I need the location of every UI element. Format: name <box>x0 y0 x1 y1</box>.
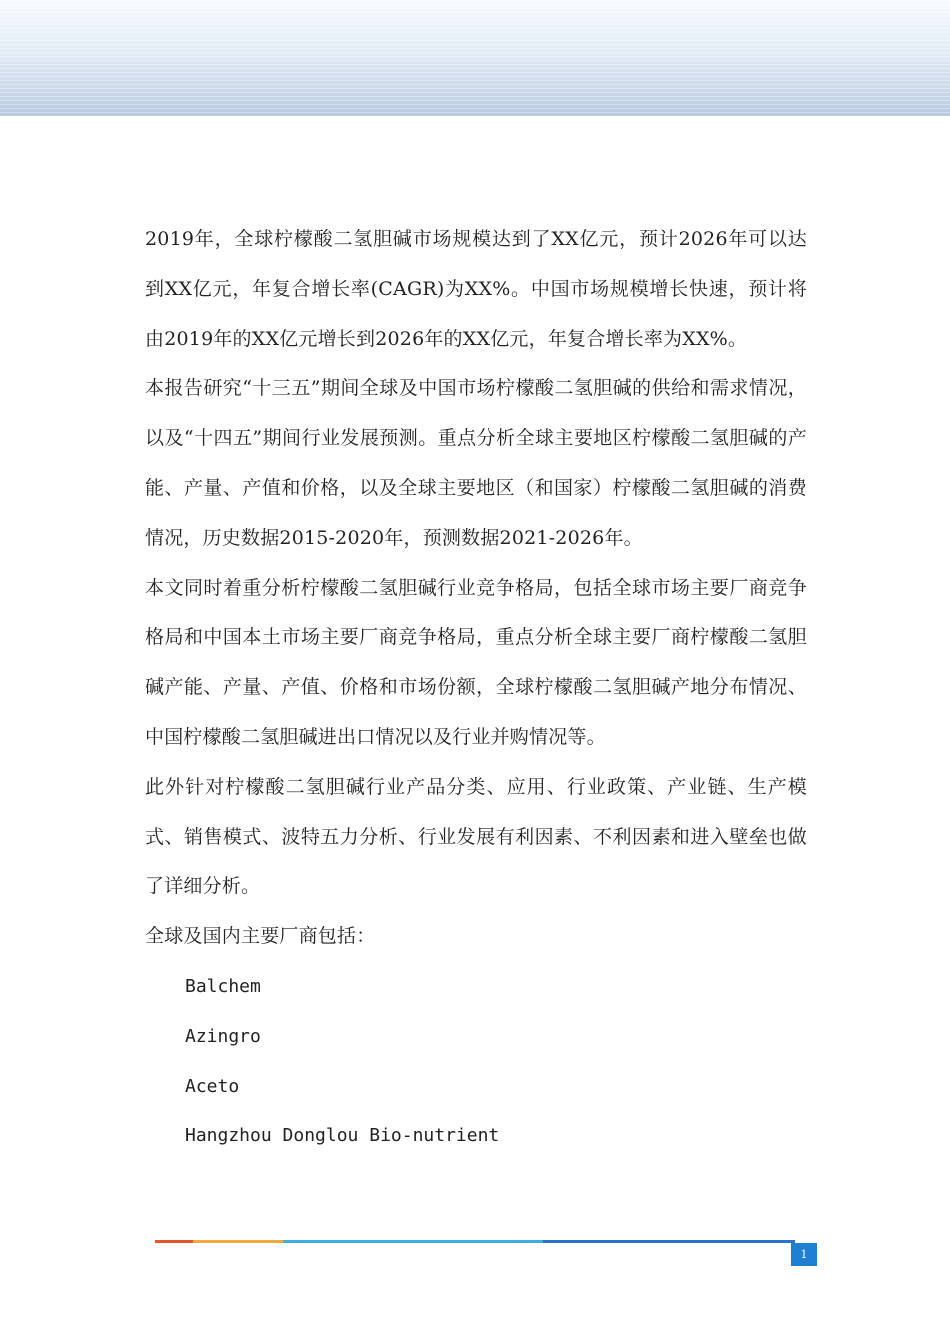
page-number: 1 <box>800 1248 808 1261</box>
paragraph-market-size: 2019年，全球柠檬酸二氢胆碱市场规模达到了XX亿元，预计2026年可以达到XX亿元，年复合增长率(CAGR)为XX%。中国市场规模增长快速，预计将由2019年的XX亿元增长到2026年的XX亿元，年复合增长率为XX%。 <box>145 228 807 350</box>
list-item: Aceto <box>185 1075 240 1097</box>
paragraph-report-scope: 本报告研究“十三五”期间全球及中国市场柠檬酸二氢胆碱的供给和需求情况，以及“十四五”期间行业发展预测。重点分析全球主要地区柠檬酸二氢胆碱的产能、产量、产值和价格，以及全球主要地区（和国家）柠檬酸二氢胆碱的消费情况，历史数据2015-2020年，预测数据2021-2026年。 <box>145 377 807 549</box>
paragraph-competition: 本文同时着重分析柠檬酸二氢胆碱行业竞争格局，包括全球市场主要厂商竞争格局和中国本土市场主要厂商竞争格局，重点分析全球主要厂商柠檬酸二氢胆碱产能、产量、产值、价格和市场份额，全球柠檬酸二氢胆碱产地分布情况、中国柠檬酸二氢胆碱进出口情况以及行业并购情况等。 <box>145 576 807 748</box>
vendor-list <box>145 962 807 1161</box>
footer-divider-segment <box>543 1240 795 1243</box>
footer-divider <box>155 1240 795 1243</box>
paragraph-vendors-intro: 全球及国内主要厂商包括： <box>145 925 376 948</box>
page-number-badge <box>791 1243 817 1266</box>
footer-divider-segment <box>283 1240 543 1243</box>
paragraph-industry-analysis: 此外针对柠檬酸二氢胆碱行业产品分类、应用、行业政策、产业链、生产模式、销售模式、波特五力分析、行业发展有利因素、不利因素和进入壁垒也做了详细分析。 <box>145 775 807 898</box>
list-item: Azingro <box>185 1025 261 1047</box>
list-item: Balchem <box>185 975 261 997</box>
footer-divider-segment <box>193 1240 283 1243</box>
header-banner <box>0 0 950 116</box>
list-item: Hangzhou Donglou Bio-nutrient <box>185 1125 500 1147</box>
footer-divider-segment <box>155 1240 193 1243</box>
document-body <box>145 215 807 1161</box>
